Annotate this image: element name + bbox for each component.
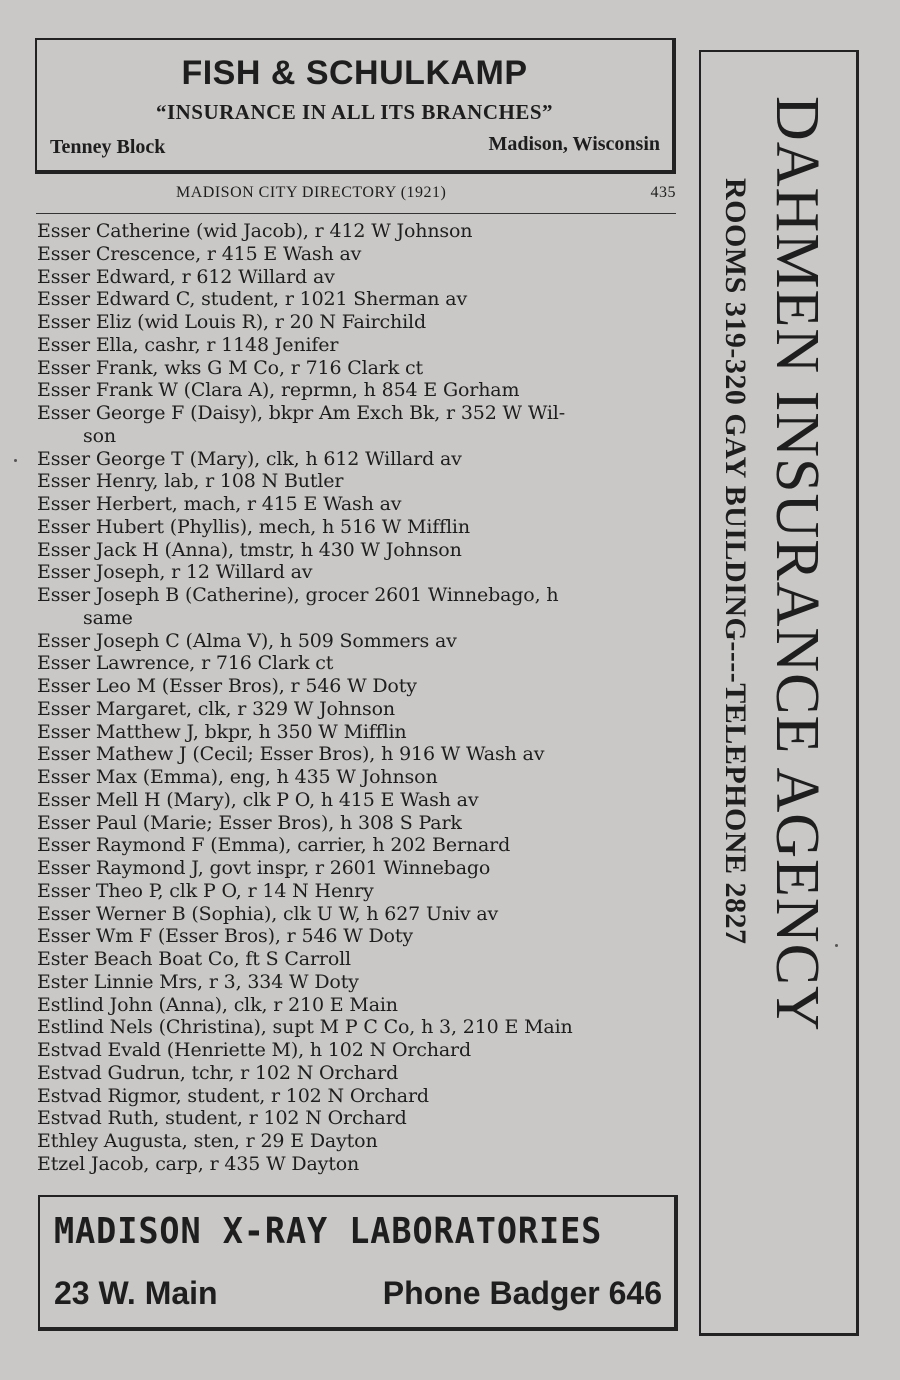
directory-entry: [37, 561, 682, 584]
directory-title: MADISON CITY DIRECTORY (1921): [176, 184, 447, 201]
ad-phone: Phone Badger 646: [382, 1275, 662, 1311]
entry-text: Esser Matthew J, bkpr, h 350 W Mifflin: [37, 720, 407, 743]
ad-agency-name: DAHMEN INSURANCE AGENCY: [763, 96, 831, 1032]
entry-text: Esser Henry, lab, r 108 N Butler: [37, 470, 344, 493]
print-speck: [835, 944, 838, 947]
entry-text: Esser Margaret, clk, r 329 W Johnson: [37, 697, 395, 720]
entry-text: Esser Max (Emma), eng, h 435 W Johnson: [37, 766, 438, 788]
directory-entry: [37, 266, 682, 289]
entry-text: Esser Eliz (wid Louis R), r 20 N Fairchild: [37, 311, 426, 333]
ad-address: 23 W. Main: [54, 1275, 218, 1311]
fish-schulkamp-advertisement: [35, 38, 676, 174]
ad-address-city: Madison, Wisconsin: [488, 133, 660, 155]
directory-entry: [37, 493, 682, 516]
ad-company-name: FISH & SCHULKAMP: [181, 54, 528, 92]
entry-text: Esser Frank W (Clara A), reprmn, h 854 E Gorham: [37, 379, 520, 402]
entry-text: Esser Leo M (Esser Bros), r 546 W Doty: [37, 675, 417, 697]
ad-agency-address: ROOMS 319-320 GAY BUILDING----TELEPHONE 2827: [719, 178, 752, 945]
entry-continuation: son: [83, 424, 116, 447]
entry-text: Esser Joseph, r 12 Willard av: [37, 561, 313, 584]
ad-slogan: “INSURANCE IN ALL ITS BRANCHES”: [155, 100, 554, 124]
entry-text: Etzel Jacob, carp, r 435 W Dayton: [37, 1152, 360, 1175]
directory-entry: [37, 516, 682, 539]
entry-text: Esser Mathew J (Cecil; Esser Bros), h 916 W Wash av: [37, 743, 545, 766]
running-head: [36, 181, 676, 207]
entry-text: Esser Mell H (Mary), clk P O, h 415 E Wash av: [37, 788, 479, 811]
directory-entry: [37, 812, 682, 835]
directory-entry: [37, 334, 682, 357]
xray-laboratories-advertisement: [38, 1195, 678, 1331]
entry-text: Esser Jack H (Anna), tmstr, h 430 W Johnson: [37, 538, 462, 561]
print-speck: [14, 459, 17, 462]
directory-entry: [37, 448, 682, 471]
directory-entry: [37, 971, 682, 994]
entry-text: Esser Edward C, student, r 1021 Sherman av: [37, 288, 468, 311]
directory-entry: [37, 220, 682, 243]
directory-entry: [37, 357, 682, 380]
directory-entry: [37, 766, 682, 789]
entry-text: Estvad Ruth, student, r 102 N Orchard: [37, 1107, 407, 1130]
directory-entry: [37, 834, 682, 857]
directory-entry: [37, 539, 682, 562]
directory-entry: [37, 288, 682, 311]
entry-text: Esser Theo P, clk P O, r 14 N Henry: [37, 879, 374, 902]
directory-entry: [37, 925, 682, 948]
ad-company-name: MADISON X-RAY LABORATORIES: [54, 1211, 603, 1252]
entry-text: Esser George F (Daisy), bkpr Am Exch Bk, r 352 W Wil-: [37, 402, 565, 424]
directory-entry: [37, 652, 682, 675]
directory-entries: [37, 220, 682, 1176]
directory-entry: [37, 1062, 682, 1085]
directory-entry: [37, 675, 682, 698]
ad-address-building: Tenney Block: [50, 136, 166, 158]
directory-entry: [37, 1085, 682, 1108]
entry-text: Esser Hubert (Phyllis), mech, h 516 W Mifflin: [37, 515, 470, 538]
directory-entry: [37, 584, 682, 630]
entry-text: Esser Lawrence, r 716 Clark ct: [37, 652, 334, 675]
directory-entry: [37, 402, 682, 448]
entry-text: Esser Ella, cashr, r 1148 Jenifer: [37, 333, 339, 356]
entry-text: Esser Edward, r 612 Willard av: [37, 265, 335, 288]
directory-entry: [37, 994, 682, 1017]
directory-entry: [37, 903, 682, 926]
entry-text: Esser Joseph C (Alma V), h 509 Sommers av: [37, 629, 457, 652]
entry-text: Estvad Rigmor, student, r 102 N Orchard: [37, 1084, 429, 1107]
entry-text: Estvad Gudrun, tchr, r 102 N Orchard: [37, 1061, 399, 1084]
entry-text: Ester Linnie Mrs, r 3, 334 W Doty: [37, 970, 359, 993]
entry-text: Estlind Nels (Christina), supt M P C Co, h 3, 210 E Main: [37, 1016, 573, 1039]
entry-text: Esser Paul (Marie; Esser Bros), h 308 S Park: [37, 811, 462, 834]
directory-entry: [37, 1130, 682, 1153]
entry-text: Ester Beach Boat Co, ft S Carroll: [37, 948, 351, 970]
entry-text: Ethley Augusta, sten, r 29 E Dayton: [37, 1130, 378, 1152]
directory-entry: [37, 880, 682, 903]
entry-text: Estvad Evald (Henriette M), h 102 N Orchard: [37, 1039, 472, 1061]
entry-text: Esser Wm F (Esser Bros), r 546 W Doty: [37, 925, 413, 948]
directory-entry: [37, 789, 682, 812]
directory-entry: [37, 470, 682, 493]
directory-entry: [37, 630, 682, 653]
entry-continuation: same: [83, 606, 133, 629]
header-rule: [36, 213, 676, 214]
directory-entry: [37, 1107, 682, 1130]
entry-text: Esser Werner B (Sophia), clk U W, h 627 Univ av: [37, 902, 499, 925]
directory-entry: [37, 857, 682, 880]
page-number: 435: [650, 184, 676, 201]
entry-text: Estlind John (Anna), clk, r 210 E Main: [37, 993, 398, 1016]
directory-entry: [37, 1153, 682, 1176]
entry-text: Esser Raymond J, govt inspr, r 2601 Winnebago: [37, 857, 491, 879]
dahmen-insurance-advertisement: [699, 50, 859, 1336]
entry-text: Esser George T (Mary), clk, h 612 Willard av: [37, 447, 462, 470]
directory-entry: [37, 721, 682, 744]
directory-entry: [37, 243, 682, 266]
directory-entry: [37, 1039, 682, 1062]
directory-entry: [37, 1016, 682, 1039]
entry-text: Esser Raymond F (Emma), carrier, h 202 Bernard: [37, 834, 511, 857]
directory-entry: [37, 948, 682, 971]
directory-entry: [37, 311, 682, 334]
entry-text: Esser Herbert, mach, r 415 E Wash av: [37, 493, 402, 515]
directory-entry: [37, 698, 682, 721]
entry-text: Esser Catherine (wid Jacob), r 412 W Johnson: [37, 220, 473, 242]
directory-entry: [37, 743, 682, 766]
entry-text: Esser Crescence, r 415 E Wash av: [37, 242, 362, 265]
directory-entry: [37, 379, 682, 402]
entry-text: Esser Frank, wks G M Co, r 716 Clark ct: [37, 356, 423, 379]
entry-text: Esser Joseph B (Catherine), grocer 2601 Winnebago, h: [37, 584, 559, 606]
